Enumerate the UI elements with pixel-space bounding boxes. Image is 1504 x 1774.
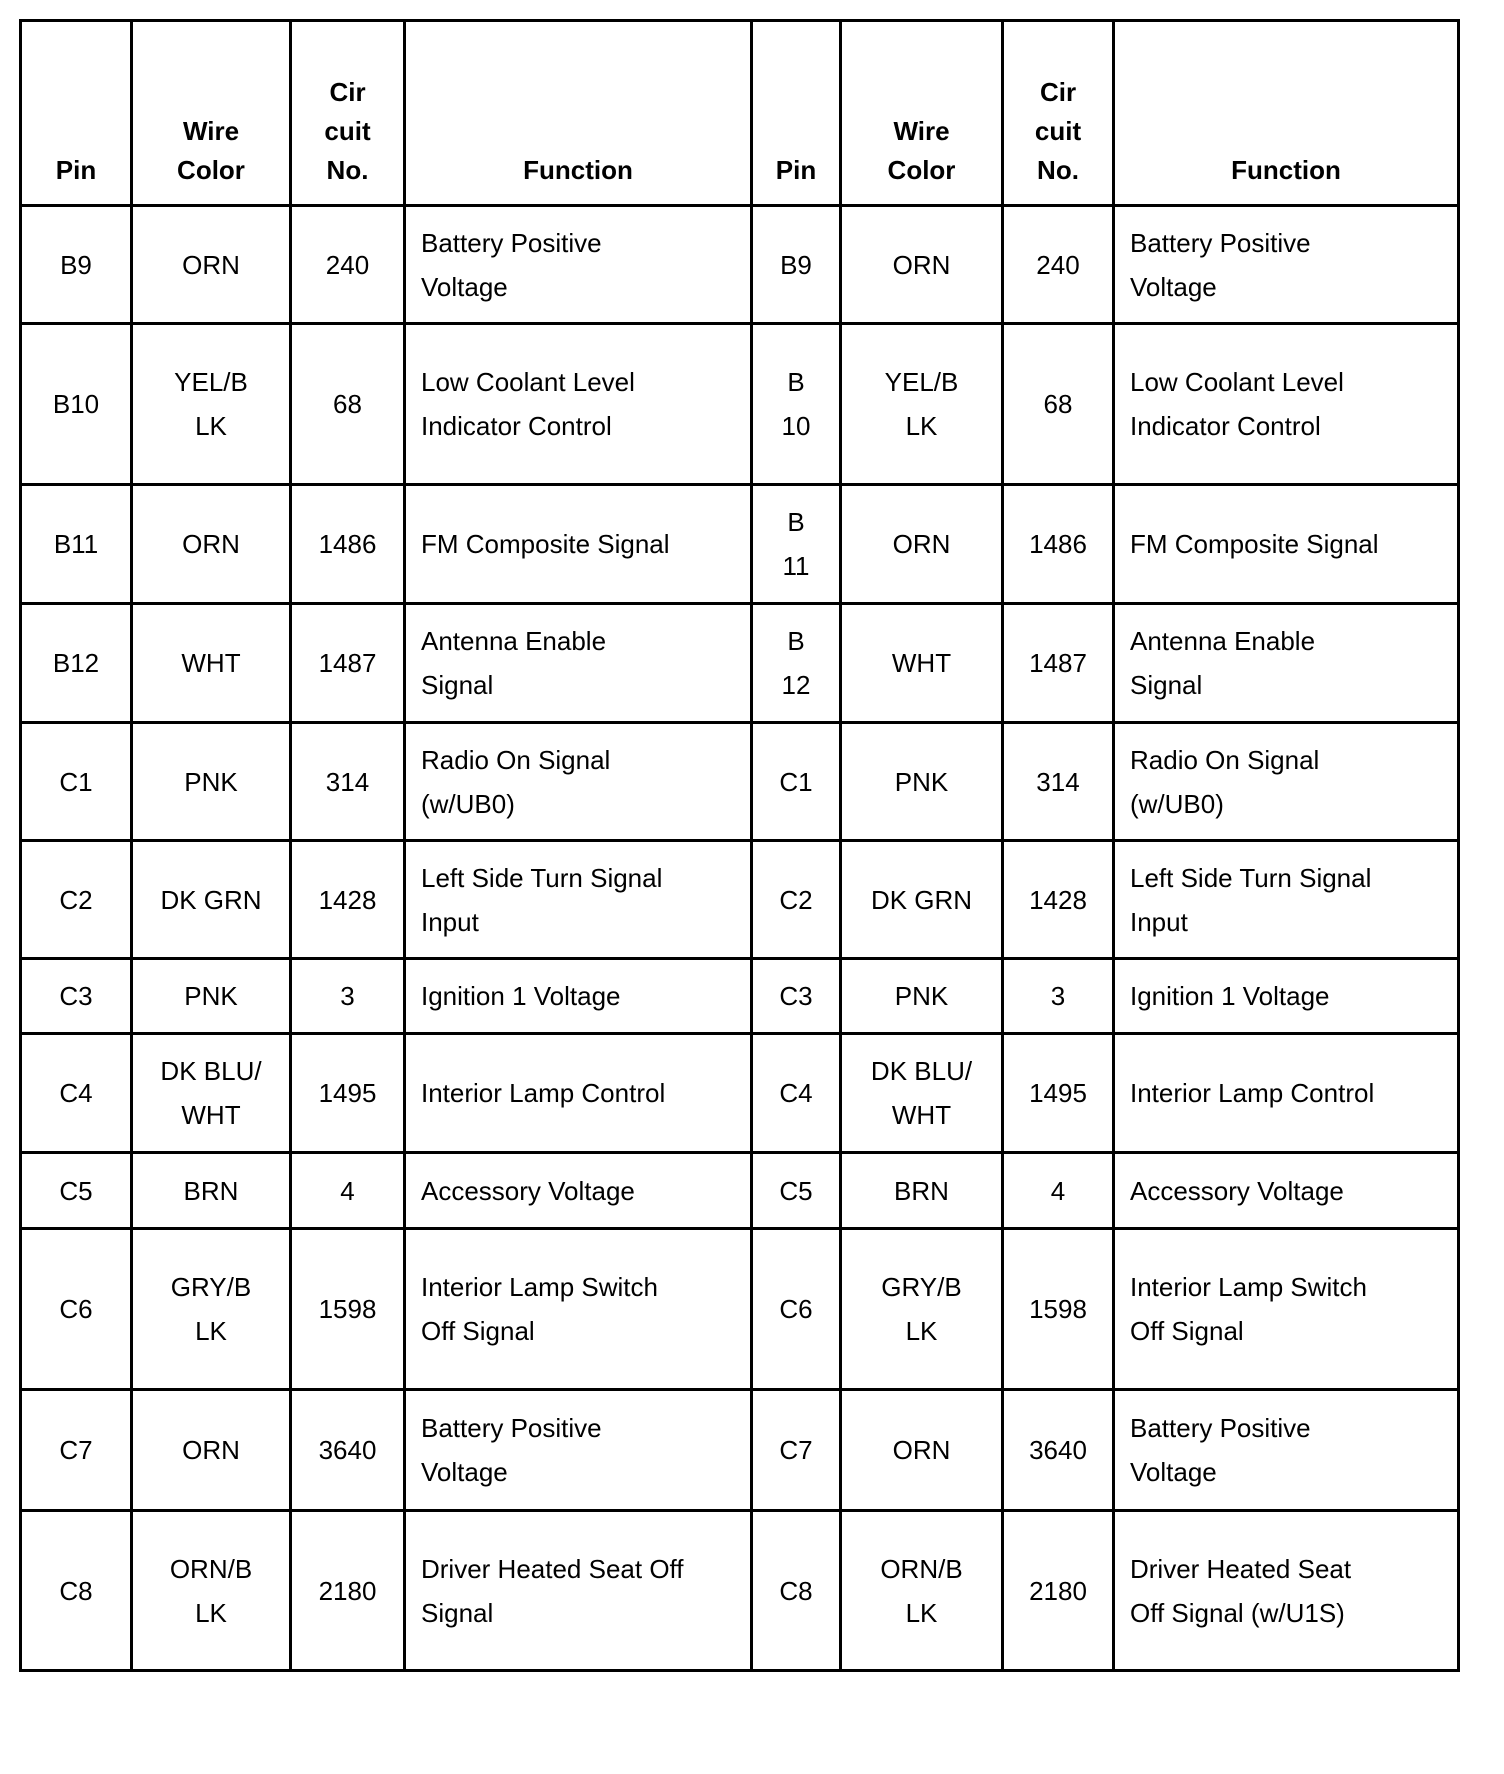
cell-pin-left — [21, 841, 132, 959]
cell-pin-right — [752, 841, 841, 959]
cell-text: 1598 — [1029, 1294, 1087, 1324]
cell-text: C6 — [779, 1294, 813, 1324]
cell-text: Accessory Voltage — [421, 1175, 635, 1206]
cell-text: FM Composite Signal — [1130, 529, 1379, 559]
cell-function-right — [1114, 324, 1459, 485]
cell-pin-right — [752, 1034, 841, 1153]
cell-function-left — [405, 1229, 752, 1390]
cell-text: GRY/B — [170, 1272, 252, 1302]
cell-wire-color-left — [132, 1034, 291, 1153]
cell-text: 2180 — [318, 1575, 377, 1606]
cell-circuit-no-right — [1003, 1153, 1114, 1229]
cell-text: C8 — [779, 1575, 813, 1606]
cell-text: Voltage — [1130, 1457, 1217, 1487]
cell-text: Voltage — [1130, 271, 1217, 302]
cell-text: YEL/B — [174, 367, 248, 397]
cell-circuit-no-left — [291, 604, 405, 723]
cell-circuit-no-left — [291, 324, 405, 485]
cell-function-left — [405, 324, 752, 485]
cell-function-left — [405, 206, 752, 324]
cell-wire-color-left — [132, 1229, 291, 1390]
header-function-right: Function — [1114, 21, 1459, 206]
cell-text: Radio On Signal — [1130, 744, 1320, 775]
cell-pin-right — [752, 1153, 841, 1229]
cell-text: 1487 — [318, 648, 377, 678]
cell-function-right — [1114, 604, 1459, 723]
cell-text: ORN — [182, 1435, 240, 1465]
cell-text: B — [787, 507, 805, 537]
header-wire-color-right: Wire Color — [841, 21, 1003, 206]
cell-text: PNK — [184, 981, 238, 1011]
cell-text: WHT — [891, 648, 952, 678]
cell-pin-right — [752, 1390, 841, 1511]
cell-function-right — [1114, 1153, 1459, 1229]
cell-text: 68 — [1043, 389, 1073, 419]
cell-text: 314 — [325, 766, 370, 797]
cell-function-right — [1114, 485, 1459, 604]
cell-text: C4 — [779, 1078, 813, 1108]
cell-wire-color-left — [132, 1390, 291, 1511]
cell-text: C5 — [779, 1175, 813, 1206]
cell-circuit-no-right — [1003, 485, 1114, 604]
cell-text: C8 — [59, 1575, 93, 1606]
cell-text: Battery Positive — [1130, 1413, 1311, 1443]
cell-text: B — [787, 367, 805, 397]
cell-pin-left — [21, 723, 132, 841]
cell-wire-color-right — [841, 1511, 1003, 1671]
cell-circuit-no-left — [291, 959, 405, 1034]
cell-text: ORN — [182, 529, 240, 559]
cell-text: Ignition 1 Voltage — [1130, 981, 1330, 1011]
cell-circuit-no-right — [1003, 1390, 1114, 1511]
cell-circuit-no-right — [1003, 604, 1114, 723]
cell-wire-color-right — [841, 1229, 1003, 1390]
cell-circuit-no-right — [1003, 324, 1114, 485]
cell-text: 1487 — [1029, 648, 1087, 678]
cell-text: Voltage — [421, 271, 508, 302]
cell-text: C7 — [779, 1435, 813, 1465]
document-page — [19, 19, 1460, 1672]
header-circuit-no-right: Cir cuit No. — [1003, 21, 1114, 206]
cell-text: 314 — [1036, 766, 1080, 797]
cell-pin-right — [752, 324, 841, 485]
cell-text: ORN/B — [169, 1553, 253, 1584]
cell-text: Left Side Turn Signal — [1130, 862, 1372, 893]
cell-function-left — [405, 1511, 752, 1671]
cell-function-right — [1114, 206, 1459, 324]
cell-text: B10 — [52, 389, 100, 419]
cell-text: Signal — [1130, 670, 1203, 700]
cell-text: Low Coolant Level — [1130, 367, 1344, 397]
cell-text: Driver Heated Seat — [1130, 1553, 1352, 1584]
cell-text: ORN — [892, 529, 951, 559]
cell-text: WHT — [181, 648, 241, 678]
cell-circuit-no-left — [291, 841, 405, 959]
cell-text: 1495 — [1029, 1078, 1087, 1108]
table-row — [21, 485, 1459, 604]
cell-pin-left — [21, 1229, 132, 1390]
cell-text: Antenna Enable — [1130, 626, 1316, 656]
cell-function-right — [1114, 1511, 1459, 1671]
cell-text: C1 — [779, 766, 813, 797]
header-wire-color-left: Wire Color — [132, 21, 291, 206]
cell-text: LK — [195, 411, 227, 441]
table-row — [21, 604, 1459, 723]
cell-wire-color-right — [841, 959, 1003, 1034]
cell-text: PNK — [894, 981, 949, 1011]
cell-text: Interior Lamp Control — [1130, 1078, 1375, 1108]
cell-circuit-no-right — [1003, 1034, 1114, 1153]
cell-text: Off Signal (w/U1S) — [1130, 1597, 1345, 1628]
cell-text: FM Composite Signal — [421, 529, 670, 559]
cell-text: C7 — [59, 1435, 93, 1465]
cell-wire-color-left — [132, 206, 291, 324]
table-row — [21, 841, 1459, 959]
cell-text: BRN — [183, 1175, 239, 1206]
header-function-left: Function — [405, 21, 752, 206]
header-circuit-no-left: Cir cuit No. — [291, 21, 405, 206]
cell-function-left — [405, 723, 752, 841]
cell-text: Signal — [421, 1597, 494, 1628]
cell-text: 1486 — [1029, 529, 1087, 559]
cell-text: PNK — [184, 766, 238, 797]
cell-text: C2 — [59, 884, 93, 915]
cell-pin-right — [752, 959, 841, 1034]
cell-text: 1486 — [318, 529, 377, 559]
cell-text: 11 — [782, 551, 810, 581]
cell-text: C1 — [59, 766, 93, 797]
cell-text: (w/UB0) — [421, 788, 515, 819]
cell-function-left — [405, 604, 752, 723]
cell-text: LK — [905, 1316, 938, 1346]
cell-pin-left — [21, 1153, 132, 1229]
cell-text: DK BLU/ — [870, 1056, 973, 1086]
cell-text: B12 — [52, 648, 100, 678]
cell-text: C6 — [59, 1294, 93, 1324]
cell-text: 3640 — [318, 1435, 377, 1465]
cell-text: 68 — [333, 389, 362, 419]
cell-text: 3 — [1050, 981, 1066, 1011]
cell-function-left — [405, 959, 752, 1034]
cell-pin-right — [752, 1511, 841, 1671]
cell-text: 1598 — [318, 1294, 377, 1324]
cell-function-right — [1114, 723, 1459, 841]
cell-pin-right — [752, 485, 841, 604]
cell-wire-color-right — [841, 485, 1003, 604]
cell-text: Input — [1130, 906, 1188, 937]
header-pin-right: Pin — [752, 21, 841, 206]
cell-text: B9 — [60, 249, 92, 280]
cell-text: C2 — [779, 884, 813, 915]
cell-circuit-no-right — [1003, 1511, 1114, 1671]
cell-circuit-no-left — [291, 1229, 405, 1390]
cell-text: B11 — [53, 529, 99, 559]
cell-wire-color-left — [132, 841, 291, 959]
cell-text: BRN — [894, 1175, 949, 1206]
cell-text: Interior Lamp Switch — [421, 1272, 658, 1302]
cell-wire-color-right — [841, 841, 1003, 959]
cell-text: ORN — [182, 249, 240, 280]
cell-text: Off Signal — [1130, 1316, 1244, 1346]
cell-wire-color-left — [132, 1153, 291, 1229]
cell-text: Signal — [421, 670, 494, 700]
cell-text: Radio On Signal — [421, 744, 611, 775]
cell-text: DK BLU/ — [160, 1056, 262, 1086]
cell-text: Interior Lamp Control — [421, 1078, 666, 1108]
table-row — [21, 1390, 1459, 1511]
cell-text: C5 — [59, 1175, 93, 1206]
table-row — [21, 723, 1459, 841]
cell-pin-right — [752, 604, 841, 723]
cell-text: 4 — [340, 1175, 355, 1206]
cell-circuit-no-left — [291, 723, 405, 841]
cell-wire-color-left — [132, 324, 291, 485]
cell-text: Battery Positive — [421, 1413, 602, 1443]
cell-circuit-no-right — [1003, 959, 1114, 1034]
table-row — [21, 1511, 1459, 1671]
cell-function-left — [405, 841, 752, 959]
cell-text: 3 — [340, 981, 355, 1011]
cell-text: Left Side Turn Signal — [421, 862, 663, 893]
cell-function-right — [1114, 1229, 1459, 1390]
cell-text: WHT — [891, 1100, 952, 1130]
cell-text: PNK — [894, 766, 949, 797]
cell-function-right — [1114, 841, 1459, 959]
cell-text: YEL/B — [884, 367, 959, 397]
cell-text: ORN — [892, 1435, 951, 1465]
cell-text: Low Coolant Level — [421, 367, 635, 397]
cell-function-left — [405, 485, 752, 604]
cell-text: Interior Lamp Switch — [1130, 1272, 1367, 1302]
cell-text: 12 — [781, 670, 811, 700]
cell-wire-color-left — [132, 959, 291, 1034]
cell-circuit-no-left — [291, 1153, 405, 1229]
cell-text: B — [787, 626, 805, 656]
cell-text: Driver Heated Seat Off — [421, 1553, 684, 1584]
cell-text: LK — [905, 411, 938, 441]
cell-wire-color-right — [841, 604, 1003, 723]
cell-wire-color-right — [841, 324, 1003, 485]
table-body — [21, 206, 1459, 1671]
table-row — [21, 324, 1459, 485]
cell-function-right — [1114, 1390, 1459, 1511]
cell-wire-color-right — [841, 723, 1003, 841]
cell-circuit-no-left — [291, 206, 405, 324]
cell-circuit-no-right — [1003, 841, 1114, 959]
cell-text: Indicator Control — [421, 411, 612, 441]
cell-text: 1428 — [318, 884, 377, 915]
cell-text: ORN/B — [880, 1553, 963, 1584]
cell-wire-color-left — [132, 604, 291, 723]
cell-text: 10 — [781, 411, 811, 441]
connector-pinout-table — [19, 19, 1460, 1672]
cell-text: DK GRN — [870, 884, 973, 915]
cell-circuit-no-left — [291, 1034, 405, 1153]
cell-text: Input — [421, 906, 479, 937]
cell-text: 1495 — [318, 1078, 377, 1108]
cell-pin-right — [752, 723, 841, 841]
cell-pin-right — [752, 1229, 841, 1390]
cell-pin-left — [21, 1390, 132, 1511]
cell-circuit-no-left — [291, 1390, 405, 1511]
cell-function-left — [405, 1034, 752, 1153]
cell-text: C3 — [779, 981, 813, 1011]
cell-text: Antenna Enable — [421, 626, 607, 656]
cell-pin-left — [21, 206, 132, 324]
cell-function-right — [1114, 959, 1459, 1034]
cell-function-left — [405, 1390, 752, 1511]
cell-wire-color-left — [132, 723, 291, 841]
cell-text: Accessory Voltage — [1130, 1175, 1344, 1206]
cell-wire-color-right — [841, 206, 1003, 324]
cell-text: GRY/B — [881, 1272, 962, 1302]
cell-wire-color-right — [841, 1390, 1003, 1511]
cell-text: C4 — [59, 1078, 93, 1108]
table-row — [21, 206, 1459, 324]
cell-text: 4 — [1050, 1175, 1066, 1206]
cell-wire-color-left — [132, 485, 291, 604]
cell-text: 240 — [325, 249, 370, 280]
cell-text: Battery Positive — [1130, 227, 1311, 258]
cell-pin-left — [21, 959, 132, 1034]
cell-text: LK — [905, 1597, 938, 1628]
cell-text: Off Signal — [421, 1316, 535, 1346]
cell-pin-left — [21, 324, 132, 485]
cell-pin-left — [21, 1511, 132, 1671]
table-row — [21, 1034, 1459, 1153]
cell-text: 1428 — [1029, 884, 1087, 915]
cell-text: ORN — [892, 249, 951, 280]
cell-text: LK — [195, 1597, 227, 1628]
cell-circuit-no-left — [291, 485, 405, 604]
cell-pin-left — [21, 604, 132, 723]
cell-pin-left — [21, 485, 132, 604]
cell-text: (w/UB0) — [1130, 788, 1224, 819]
cell-wire-color-right — [841, 1153, 1003, 1229]
cell-circuit-no-right — [1003, 723, 1114, 841]
cell-text: Indicator Control — [1130, 411, 1321, 441]
table-row — [21, 1229, 1459, 1390]
cell-wire-color-right — [841, 1034, 1003, 1153]
cell-text: WHT — [181, 1100, 241, 1130]
table-row — [21, 959, 1459, 1034]
header-row — [21, 21, 1459, 206]
cell-function-right — [1114, 1034, 1459, 1153]
cell-text: 240 — [1036, 249, 1080, 280]
table-row — [21, 1153, 1459, 1229]
cell-circuit-no-left — [291, 1511, 405, 1671]
cell-pin-right — [752, 206, 841, 324]
cell-text: 3640 — [1029, 1435, 1087, 1465]
cell-circuit-no-right — [1003, 1229, 1114, 1390]
cell-text: C3 — [59, 981, 93, 1011]
cell-text: Battery Positive — [421, 227, 602, 258]
cell-function-left — [405, 1153, 752, 1229]
cell-text: Voltage — [421, 1457, 508, 1487]
cell-text: LK — [195, 1316, 227, 1346]
cell-pin-left — [21, 1034, 132, 1153]
cell-text: 2180 — [1029, 1575, 1087, 1606]
cell-text: B9 — [780, 249, 812, 280]
cell-text: Ignition 1 Voltage — [421, 981, 621, 1011]
cell-circuit-no-right — [1003, 206, 1114, 324]
header-pin-left: Pin — [21, 21, 132, 206]
cell-wire-color-left — [132, 1511, 291, 1671]
cell-text: DK GRN — [160, 884, 262, 915]
